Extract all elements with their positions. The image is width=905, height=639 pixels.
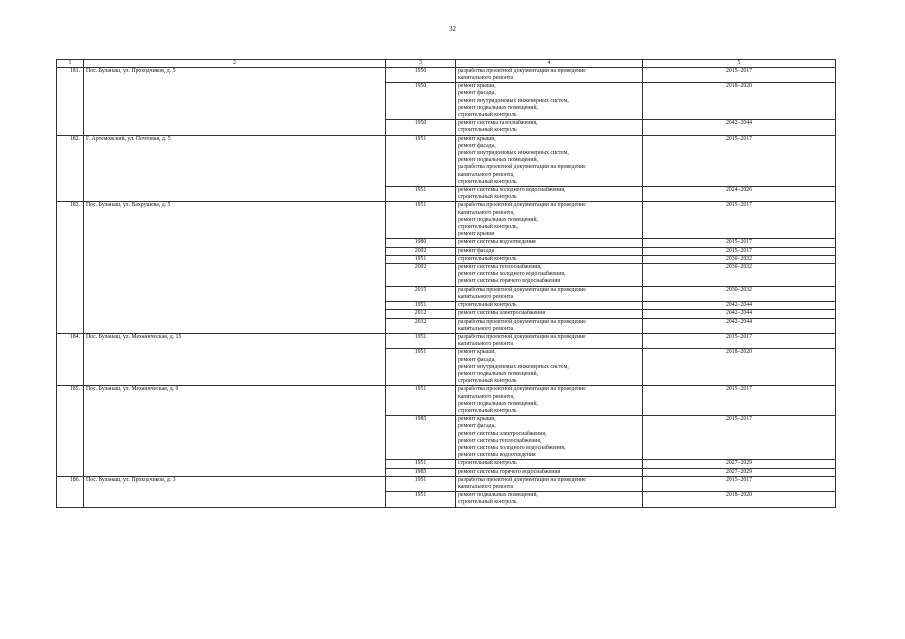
entry-number: 182. — [57, 135, 84, 202]
table-row — [57, 67, 836, 82]
work-item: ремонт системы газоснабжения, — [458, 120, 538, 127]
year-cell: 2012 — [386, 310, 456, 318]
period-cell: 2015–2017 — [643, 416, 836, 460]
work-item: капитального ремонта, — [458, 209, 515, 216]
building-address: Пос. Буланаш, ул. Вахрушева, д. 5 — [84, 202, 386, 333]
work-item: капитального ремонта — [458, 325, 514, 332]
period-cell: 2030–2032 — [643, 255, 836, 263]
period-cell: 2015–2017 — [643, 202, 836, 239]
work-type-cell — [456, 318, 643, 333]
year-cell: 1951 — [386, 492, 456, 507]
work-type-cell — [456, 468, 643, 476]
work-item: ремонт системы электроснабжения, — [458, 430, 547, 437]
work-item: разработка проектной документации на проведение — [458, 386, 586, 393]
work-item: строительный контроль — [458, 112, 517, 119]
year-cell: 1951 — [386, 386, 456, 416]
work-item: ремонт подвальных помещений, — [458, 400, 538, 407]
work-item: капитального ремонта, — [458, 393, 515, 400]
table-row — [57, 135, 836, 186]
year-cell: 2002 — [386, 264, 456, 287]
year-cell: 1985 — [386, 416, 456, 460]
work-item: ремонт внутридомовых инженерных систем, — [458, 150, 569, 157]
work-type-cell — [456, 255, 643, 263]
work-item: ремонт фасада, — [458, 423, 496, 430]
year-cell: 2015 — [386, 286, 456, 301]
work-item: разработка проектной документации на проведение — [458, 67, 586, 74]
work-item: ремонт подвальных помещений, — [458, 370, 538, 377]
work-item: ремонт фасада, — [458, 356, 496, 363]
period-cell: 2015–2017 — [643, 386, 836, 416]
header-col-1: 1 — [57, 60, 84, 68]
entry-number: 185. — [57, 386, 84, 476]
work-type-cell — [456, 83, 643, 120]
work-item: ремонт системы водоотведения — [458, 239, 536, 246]
work-item: разработка проектной документации на проведение — [458, 333, 586, 340]
work-item: ремонт фасада — [458, 247, 495, 254]
work-item: ремонт системы электроснабжения — [458, 310, 546, 317]
work-type-cell — [456, 202, 643, 239]
period-cell: 2015–2017 — [643, 135, 836, 186]
work-item: разработка проектной документации на проведение — [458, 476, 586, 483]
header-row — [57, 60, 836, 68]
work-item: строительный контроль — [458, 127, 517, 134]
work-type-cell — [456, 67, 643, 82]
work-type-cell — [456, 286, 643, 301]
work-item: ремонт подвальных помещений, — [458, 157, 538, 164]
table-row — [57, 476, 836, 491]
entry-number: 184. — [57, 333, 84, 385]
year-cell: 1980 — [386, 239, 456, 247]
work-type-cell — [456, 416, 643, 460]
year-cell: 1951 — [386, 302, 456, 310]
year-cell: 1951 — [386, 187, 456, 202]
work-item: строительный контроль — [458, 178, 517, 185]
period-cell: 2042–2044 — [643, 318, 836, 333]
work-item: ремонт фасада, — [458, 90, 496, 97]
period-cell: 2015–2017 — [643, 239, 836, 247]
year-cell: 1951 — [386, 255, 456, 263]
work-item: ремонт системы холодного водоснабжения, — [458, 271, 566, 278]
work-item: ремонт системы теплоснабжения, — [458, 437, 542, 444]
year-cell: 1951 — [386, 333, 456, 348]
header-col-2: 2 — [84, 60, 386, 68]
period-cell: 2015–2017 — [643, 333, 836, 348]
work-type-cell — [456, 120, 643, 135]
entry-number: 181. — [57, 67, 84, 135]
period-cell: 2015–2017 — [643, 247, 836, 255]
period-cell: 2030–2032 — [643, 286, 836, 301]
work-item: ремонт подвальных помещений, — [458, 104, 538, 111]
work-item: капитального ремонта — [458, 293, 514, 300]
work-type-cell — [456, 264, 643, 287]
page-number: 32 — [449, 25, 456, 33]
work-type-cell — [456, 460, 643, 468]
building-address: Г. Артемовский, ул. Почтовая, д. 5 — [84, 135, 386, 202]
period-cell: 2018–2020 — [643, 349, 836, 386]
header-col-4: 4 — [456, 60, 643, 68]
building-address: Пос. Буланаш, ул. Проходчиков, д. 5 — [84, 67, 386, 135]
work-type-cell — [456, 476, 643, 491]
work-type-cell — [456, 187, 643, 202]
period-cell: 2018–2020 — [643, 83, 836, 120]
entry-number: 183. — [57, 202, 84, 333]
building-address: Пос. Буланаш, ул. Механическая, д. 9 — [84, 386, 386, 476]
year-cell: 1951 — [386, 202, 456, 239]
year-cell: 1951 — [386, 460, 456, 468]
period-cell: 2024–2026 — [643, 187, 836, 202]
work-item: ремонт внутридомовых инженерных систем, — [458, 363, 569, 370]
work-item: ремонт крыши, — [458, 135, 496, 142]
work-item: ремонт системы водоотведения — [458, 452, 536, 459]
work-item: ремонт крыши — [458, 231, 495, 238]
work-item: капитального ремонта — [458, 75, 514, 81]
work-item: ремонт крыши, — [458, 83, 496, 90]
header-col-3: 3 — [386, 60, 456, 68]
period-cell: 2027–2029 — [643, 460, 836, 468]
year-cell: 1951 — [386, 135, 456, 186]
work-item: капитального ремонта, — [458, 171, 515, 178]
entry-number: 186. — [57, 476, 84, 507]
work-item: ремонт фасада, — [458, 142, 496, 149]
work-item: ремонт внутридомовых инженерных систем, — [458, 97, 569, 104]
building-address: Пос. Буланаш, ул. Проходчиков, д. 3 — [84, 476, 386, 507]
work-type-cell — [456, 333, 643, 348]
work-item: капитального ремонта — [458, 341, 514, 348]
work-item: ремонт крыши, — [458, 416, 496, 423]
table-row — [57, 202, 836, 239]
work-item: разработка проектной документации на проведение — [458, 318, 586, 325]
work-type-cell — [456, 135, 643, 186]
table-row — [57, 386, 836, 416]
work-item: капитального ремонта — [458, 483, 514, 490]
table-body — [57, 67, 836, 507]
work-item: строительный контроль — [458, 302, 517, 309]
work-item: ремонт системы холодного водоснабжения, — [458, 187, 566, 194]
work-type-cell — [456, 349, 643, 386]
work-type-cell — [456, 492, 643, 507]
work-item: ремонт системы холодного водоснабжения, — [458, 444, 566, 451]
period-cell: 2030–2032 — [643, 264, 836, 287]
work-item: строительный контроль — [458, 460, 517, 467]
period-cell: 2042–2044 — [643, 120, 836, 135]
year-cell: 1950 — [386, 67, 456, 82]
work-item: строительный контроль — [458, 255, 517, 262]
period-cell: 2027–2029 — [643, 468, 836, 476]
period-cell: 2018–2020 — [643, 492, 836, 507]
year-cell: 1950 — [386, 83, 456, 120]
work-item: строительный контроль — [458, 499, 517, 506]
period-cell: 2042–2044 — [643, 302, 836, 310]
work-item: разработка проектной документации на проведение — [458, 164, 586, 171]
work-item: строительный контроль — [458, 378, 517, 385]
work-item: строительный контроль — [458, 194, 517, 201]
work-item: ремонт системы теплоснабжения, — [458, 264, 542, 271]
work-type-cell — [456, 302, 643, 310]
work-item: ремонт крыши, — [458, 349, 496, 356]
work-type-cell — [456, 310, 643, 318]
period-cell: 2042–2044 — [643, 310, 836, 318]
year-cell: 2032 — [386, 318, 456, 333]
work-item: строительный контроль, — [458, 224, 519, 231]
work-item: разработка проектной документации на проведение — [458, 286, 586, 293]
work-item: ремонт подвальных помещений, — [458, 216, 538, 223]
work-item: разработка проектной документации на проведение — [458, 202, 586, 209]
work-type-cell — [456, 239, 643, 247]
year-cell: 1951 — [386, 476, 456, 491]
year-cell: 1985 — [386, 468, 456, 476]
work-type-cell — [456, 386, 643, 416]
work-item: ремонт подвальных помещений, — [458, 492, 538, 499]
year-cell: 2002 — [386, 247, 456, 255]
work-item: строительный контроль — [458, 407, 517, 414]
period-cell: 2015–2017 — [643, 67, 836, 82]
year-cell: 1950 — [386, 120, 456, 135]
repair-schedule-table — [56, 59, 836, 508]
work-item: ремонт системы горячего водоснабжения — [458, 468, 561, 475]
building-address: Пос. Буланаш, ул. Механическая, д. 15 — [84, 333, 386, 385]
header-col-5: 5 — [643, 60, 836, 68]
work-type-cell — [456, 247, 643, 255]
period-cell: 2015–2017 — [643, 476, 836, 491]
table-row — [57, 333, 836, 348]
work-item: ремонт системы горячего водоснабжения — [458, 278, 561, 285]
year-cell: 1951 — [386, 349, 456, 386]
